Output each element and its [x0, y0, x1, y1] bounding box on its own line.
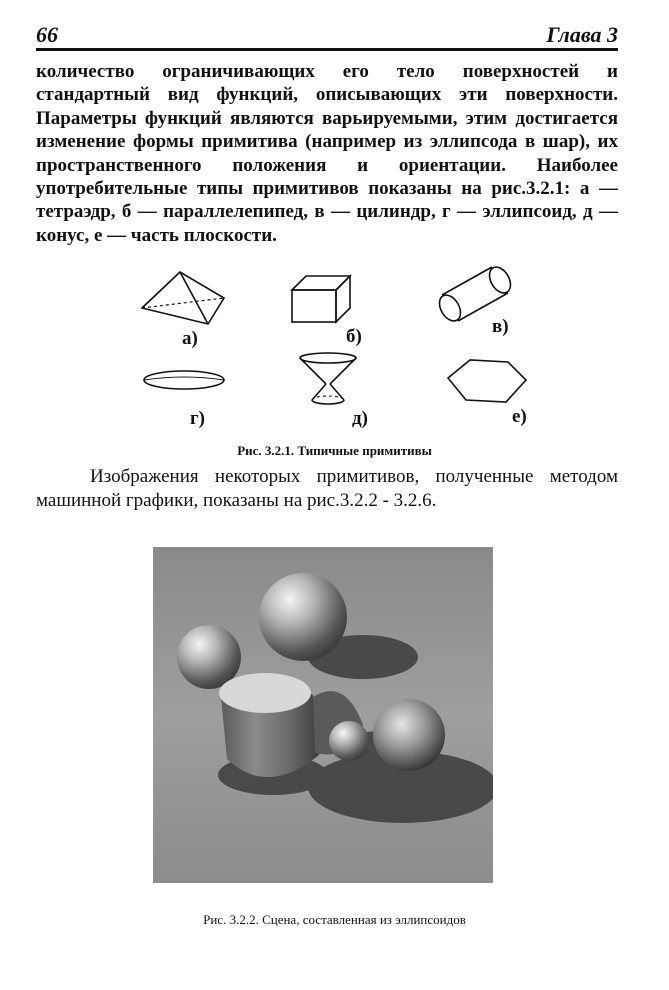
figure2-caption: Рис. 3.2.2. Сцена, составленная из эллипсоидов: [203, 912, 466, 927]
plane-hexagon-shape: [448, 360, 526, 402]
ellipsoid-scene-image: [153, 547, 493, 883]
figure-label-b: б): [346, 326, 362, 347]
tetrahedron-shape: [142, 272, 224, 324]
chapter-title: Глава 3: [546, 22, 618, 47]
figure-label-v: в): [492, 316, 509, 337]
body-paragraph: количество ограничивающих его тело поверхностей и стандартный вид функций, описывающих эти поверхности. Параметры функций являются варьируемыми, этим достигается изменение формы примитива (например из эллипсода в шар), их пространственного положения и ориентации. Наиболее употребительные типы примитивов показаны на рис.3.2.1: а — тетраэдр, б — параллелепипед, в — цилиндр, г — эллипсоид, д — конус, е — часть плоскости.: [36, 61, 618, 246]
figure-label-a: а): [182, 328, 198, 349]
ellipsoid-shape: [144, 371, 224, 389]
figure1-caption: Рис. 3.2.1. Типичные примитивы: [237, 443, 432, 458]
header-rule: [36, 48, 618, 51]
figure-label-d: д): [352, 408, 368, 429]
ellipsoid-scene-drawing: [153, 547, 493, 883]
figure-label-g: г): [190, 408, 205, 429]
primitives-figure: [120, 262, 580, 434]
cone-shape: [300, 353, 356, 404]
second-paragraph: Изображения некоторых примитивов, полученные методом машинной графики, показаны на рис.3.2.2 - 3.2.6.: [36, 466, 618, 511]
figure-label-e: е): [512, 406, 527, 427]
page-number: 66: [36, 22, 58, 47]
parallelepiped-shape: [292, 276, 350, 322]
